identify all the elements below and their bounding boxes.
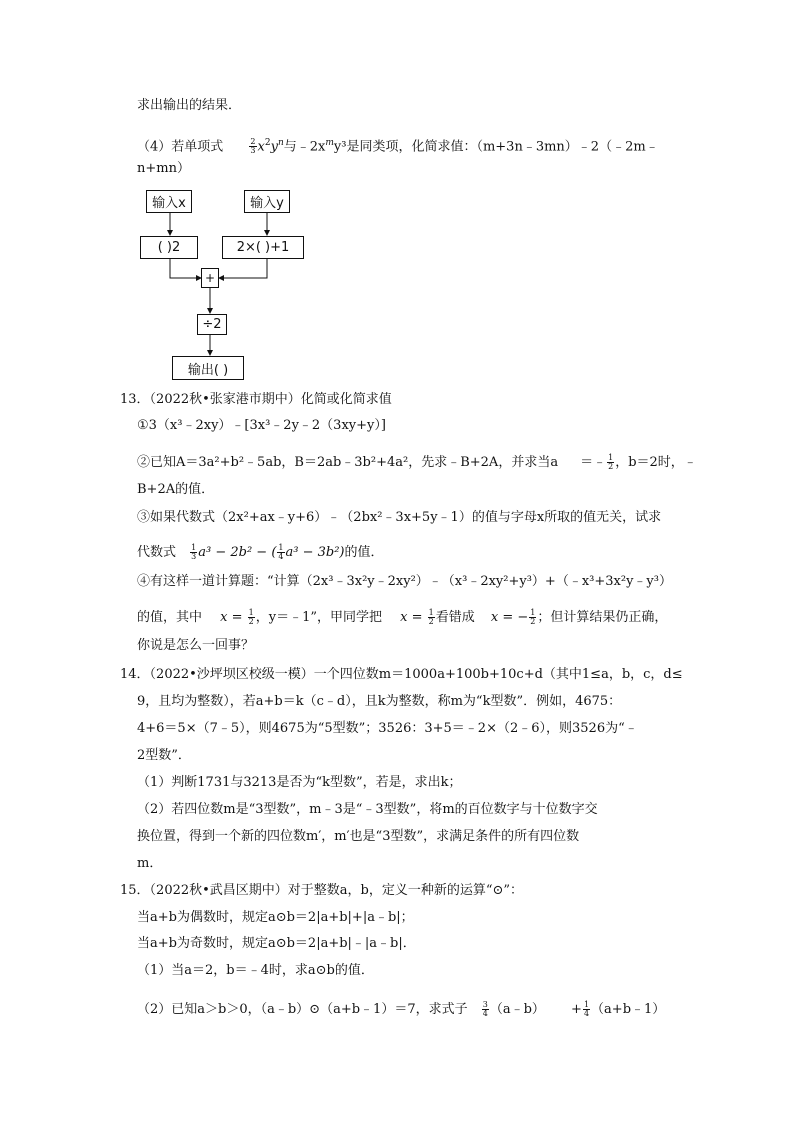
math-expr: a³ − 3b²)	[285, 545, 345, 560]
text-fragment: 代数式	[137, 545, 177, 560]
text-line: （2）若四位数m是“3型数”，m﹣3是“﹣3型数”，将m的百位数字与十位数字交	[137, 802, 598, 817]
input-x-box: 输入x	[146, 190, 192, 213]
divide-box: ÷2	[197, 314, 227, 335]
fraction-numerator: 1	[530, 608, 536, 617]
text-line: 换位置，得到一个新的四位数m′，m′也是“3型数”，求满足条件的所有四位数	[137, 829, 580, 844]
text-line: m．	[137, 856, 163, 871]
fraction	[607, 454, 614, 471]
text-fragment: ＝﹣	[580, 455, 607, 470]
text-fragment: 看错成	[435, 610, 475, 625]
fraction-numerator: 1	[278, 543, 284, 552]
fraction-numerator: 1	[583, 1000, 590, 1009]
text-line: 2型数”．	[137, 748, 191, 763]
double-plus-one-box: 2×( )+1	[222, 236, 304, 259]
q15-heading: 15．（2022秋•武昌区期中）对于整数a，b，定义一种新的运算“⊙”：	[120, 883, 524, 898]
text-line: 你说是怎么一回事？	[137, 638, 255, 653]
text-line: 当a+b为奇数时，规定a⊙b＝2|a+b|﹣|a﹣b|．	[137, 936, 416, 951]
square-box: ( )2	[140, 236, 198, 259]
mono-y: y	[270, 139, 278, 155]
text-line: B+2A的值．	[137, 482, 215, 497]
fraction-denominator: 3	[250, 146, 256, 156]
fraction-numerator: 1	[191, 543, 197, 552]
q13-part2	[137, 454, 697, 472]
text-fragment: ，b＝2时，﹣	[615, 455, 697, 470]
fraction-denominator: 2	[530, 617, 536, 626]
fraction	[190, 544, 197, 561]
fraction-numerator: 1	[608, 453, 614, 462]
text-fragment: y³是同类项，化简求值：（m+3n﹣3mn）﹣2（﹣2m﹣	[333, 139, 659, 155]
fraction-numerator: 2	[250, 137, 256, 147]
text-fragment: 的值，其中	[137, 610, 203, 625]
fraction-denominator: 4	[482, 1009, 488, 1018]
text-fragment: +	[571, 1002, 582, 1017]
q13-part3-expr	[137, 544, 384, 562]
fraction	[583, 1001, 590, 1018]
text-fragment: （a﹣b）	[489, 1002, 545, 1017]
fraction-numerator: 1	[248, 608, 254, 617]
fraction-denominator: 4	[278, 552, 284, 561]
fraction	[248, 609, 255, 626]
output-box: 输出( )	[172, 356, 244, 380]
fraction	[428, 609, 435, 626]
text-line: （1）当a＝2，b＝﹣4时，求a⊙b的值．	[137, 963, 374, 978]
text-line: n+mn）	[137, 161, 190, 176]
text-fragment: 与﹣2x	[283, 139, 326, 155]
fraction-denominator: 2	[608, 462, 614, 471]
fraction	[529, 609, 536, 626]
q13-heading: 13．（2022秋•张家港市期中）化简或化简求值	[120, 392, 392, 407]
mono-exp-m: m	[325, 138, 334, 148]
q14-heading: 14．（2022•沙坪坝区校级一模）一个四位数m＝1000a+100b+10c+d（其中1≤a，b，c，d≤	[120, 667, 683, 682]
text-fragment: ②已知A＝3a²+b²﹣5ab，B＝2ab﹣3b²+4a²，先求﹣B+2A，并求当a	[137, 455, 559, 470]
q13-part3: ③如果代数式（2x²+ax﹣y+6）﹣（2bx²﹣3x+5y﹣1）的值与字母x所取的值无关，试求	[137, 510, 662, 525]
math-expr: a³ − 2b² − (	[198, 545, 277, 560]
fraction	[277, 544, 284, 561]
fraction-denominator: 2	[428, 617, 434, 626]
math-expr: x =	[400, 610, 427, 625]
fraction-denominator: 3	[191, 552, 197, 561]
text-line: 求出输出的结果．	[137, 98, 242, 113]
q13-part4: ④有这样一道计算题：“计算（2x³﹣3x²y﹣2xy²）﹣（x³﹣2xy²+y³）+（﹣x³+3x²y﹣y³）	[137, 574, 672, 589]
math-expr: x =	[220, 610, 247, 625]
fraction-denominator: 4	[583, 1009, 590, 1018]
mono-x-exp: 2	[264, 138, 271, 148]
text-line: （1）判断1731与3213是否为“k型数”，若是，求出k；	[137, 775, 462, 790]
fraction	[482, 1001, 489, 1018]
fraction-numerator: 3	[482, 1000, 488, 1009]
text-line: 9，且均为整数），若a+b＝k（c﹣d），且k为整数，称m为“k型数”．例如，4675：	[137, 694, 622, 709]
text-fragment: （2）已知a＞b＞0，（a﹣b）⊙（a+b﹣1）＝7，求式子	[137, 1002, 468, 1017]
fraction-numerator: 1	[428, 608, 434, 617]
text-fragment: （4）若单项式	[137, 139, 224, 155]
text-line: 4+6＝5×（7﹣5），则4675为“5型数”；3526：3+5＝﹣2×（2﹣6），则3526为“﹣	[137, 721, 638, 736]
fraction-denominator: 2	[248, 617, 254, 626]
plus-box: +	[201, 268, 219, 288]
q13-part4-line2	[137, 609, 667, 627]
mono-y-exp: n	[277, 138, 284, 148]
input-y-box: 输入y	[244, 190, 290, 213]
q15-part2	[137, 1001, 665, 1019]
text-fragment: ，y＝﹣1”，甲同学把	[255, 610, 383, 625]
mono-x: x	[257, 139, 265, 155]
text-fragment: （a+b﹣1）	[591, 1002, 666, 1017]
q13-part1: ①3（x³﹣2xy）﹣[3x³﹣2y﹣2（3xy+y）]	[137, 418, 386, 433]
text-fragment: 的值．	[344, 545, 384, 560]
text-line: 当a+b为偶数时，规定a⊙b＝2|a+b|+|a﹣b|；	[137, 910, 414, 925]
math-expr: x = −	[490, 610, 529, 625]
text-fragment: ；但计算结果仍正确，	[537, 610, 668, 625]
